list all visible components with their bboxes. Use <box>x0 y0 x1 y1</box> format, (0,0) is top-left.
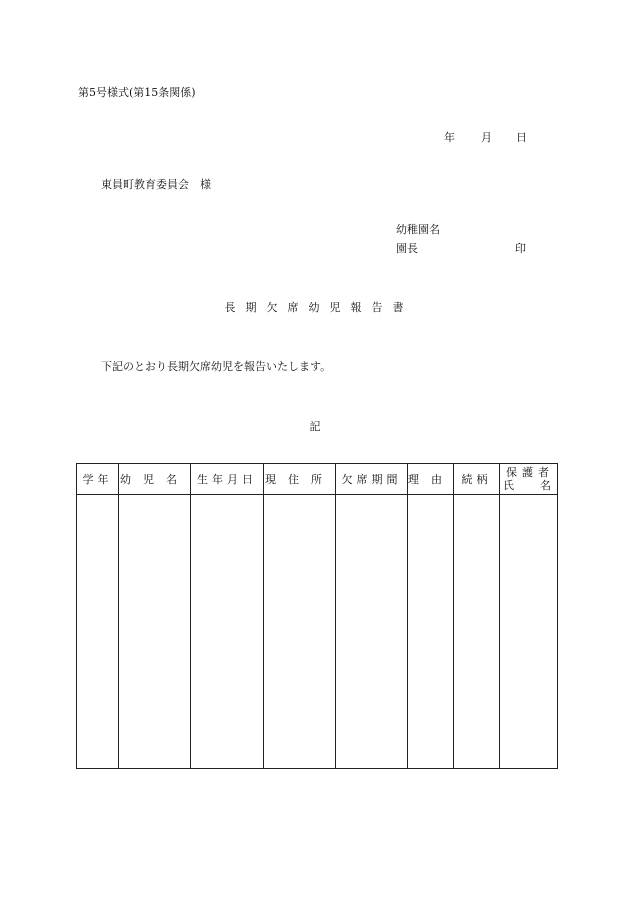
header-address: 現住所 <box>264 464 336 495</box>
table-row <box>77 495 558 769</box>
statement-text: 下記のとおり長期欠席幼児を報告いたします。 <box>101 360 332 373</box>
cell-absence-period[interactable] <box>336 495 408 769</box>
header-guardian-name <box>500 464 577 495</box>
header-relationship: 続柄 <box>454 464 500 495</box>
header-reason: 理由 <box>408 464 454 495</box>
director-label: 園長 <box>396 242 418 255</box>
header-child-name: 幼児名 <box>119 464 191 495</box>
header-guardian-line1: 保護者 <box>506 466 554 479</box>
document-title: 長期欠席幼児報告書 <box>224 301 414 314</box>
seal-label: 印 <box>515 242 526 255</box>
date-day-label: 日 <box>516 131 527 144</box>
cell-child-name[interactable] <box>119 495 191 769</box>
addressee: 東員町教育委員会 様 <box>101 178 211 191</box>
header-birth-date: 生年月日 <box>191 464 264 495</box>
cell-reason[interactable] <box>408 495 454 769</box>
cell-address[interactable] <box>264 495 336 769</box>
cell-grade[interactable] <box>77 495 119 769</box>
date-month-label: 月 <box>481 131 492 144</box>
report-table <box>76 463 577 769</box>
header-guardian-line2: 氏名 <box>503 479 577 492</box>
header-absence-period: 欠席期間 <box>336 464 408 495</box>
cell-birth-date[interactable] <box>191 495 264 769</box>
form-number: 第5号様式(第15条関係) <box>78 86 196 99</box>
date-year-label: 年 <box>444 131 455 144</box>
table-header-row <box>77 464 558 495</box>
kindergarten-name-label: 幼稚園名 <box>396 223 440 236</box>
cell-relationship[interactable] <box>454 495 500 769</box>
ki-label: 記 <box>309 420 321 433</box>
cell-guardian-name[interactable] <box>500 495 558 769</box>
header-grade: 学年 <box>77 464 119 495</box>
